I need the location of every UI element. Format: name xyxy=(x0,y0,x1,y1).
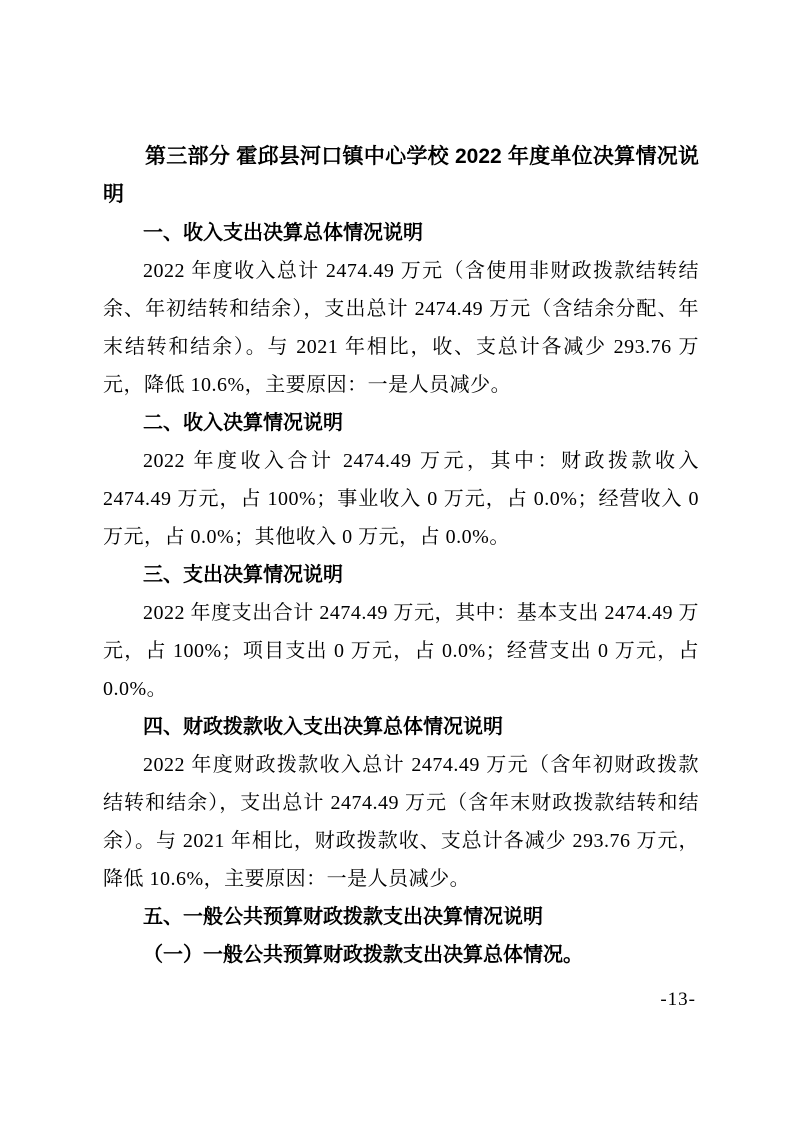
section-income-final-accounts xyxy=(103,404,699,556)
paragraph: 2022 年度财政拨款收入总计 2474.49 万元（含年初财政拨款结转和结余），支出总计 2474.49 万元（含年末财政拨款结转和结余）。与 2021 年相比，财政拨款收、支总计各减少 293.76 万元，降低 10.6%，主要原因：一是人员减少。 xyxy=(103,754,699,890)
paragraph: 2022 年度支出合计 2474.49 万元，其中：基本支出 2474.49 万元，占 100%；项目支出 0 万元，占 0.0%；经营支出 0 万元，占 0.0%。 xyxy=(103,602,699,700)
section-heading-5: 五、一般公共预算财政拨款支出决算情况说明 xyxy=(143,906,543,928)
section-heading-3: 三、支出决算情况说明 xyxy=(143,564,343,586)
paragraph: 2022 年度收入总计 2474.49 万元（含使用非财政拨款结转结余、年初结转和结余），支出总计 2474.49 万元（含结余分配、年末结转和结余）。与 2021 年相比，收、支总计各减少 293.76 万元，降低 10.6%，主要原因：一是人员减少。 xyxy=(103,260,699,396)
document-title: 第三部分 霍邱县河口镇中心学校 2022 年度单位决算情况说明 xyxy=(103,145,699,206)
paragraph: 2022 年度收入合计 2474.49 万元，其中：财政拨款收入 2474.49 万元，占 100%；事业收入 0 万元，占 0.0%；经营收入 0 万元，占 0.0%；其他收入 0 万元，占 0.0%。 xyxy=(103,450,699,548)
sub-section-heading-5-1: （一）一般公共预算财政拨款支出决算总体情况。 xyxy=(143,944,583,966)
section-heading-4: 四、财政拨款收入支出决算总体情况说明 xyxy=(143,716,503,738)
section-income-expenditure-overview xyxy=(103,214,699,404)
section-general-public-budget-sub-1 xyxy=(103,936,699,974)
document-content xyxy=(103,138,699,974)
section-expenditure-final-accounts xyxy=(103,556,699,708)
section-heading-2: 二、收入决算情况说明 xyxy=(143,412,343,434)
section-fiscal-appropriation-overview xyxy=(103,708,699,898)
section-general-public-budget xyxy=(103,898,699,936)
page-number: -13- xyxy=(660,989,696,1010)
section-heading-1: 一、收入支出决算总体情况说明 xyxy=(143,222,423,244)
